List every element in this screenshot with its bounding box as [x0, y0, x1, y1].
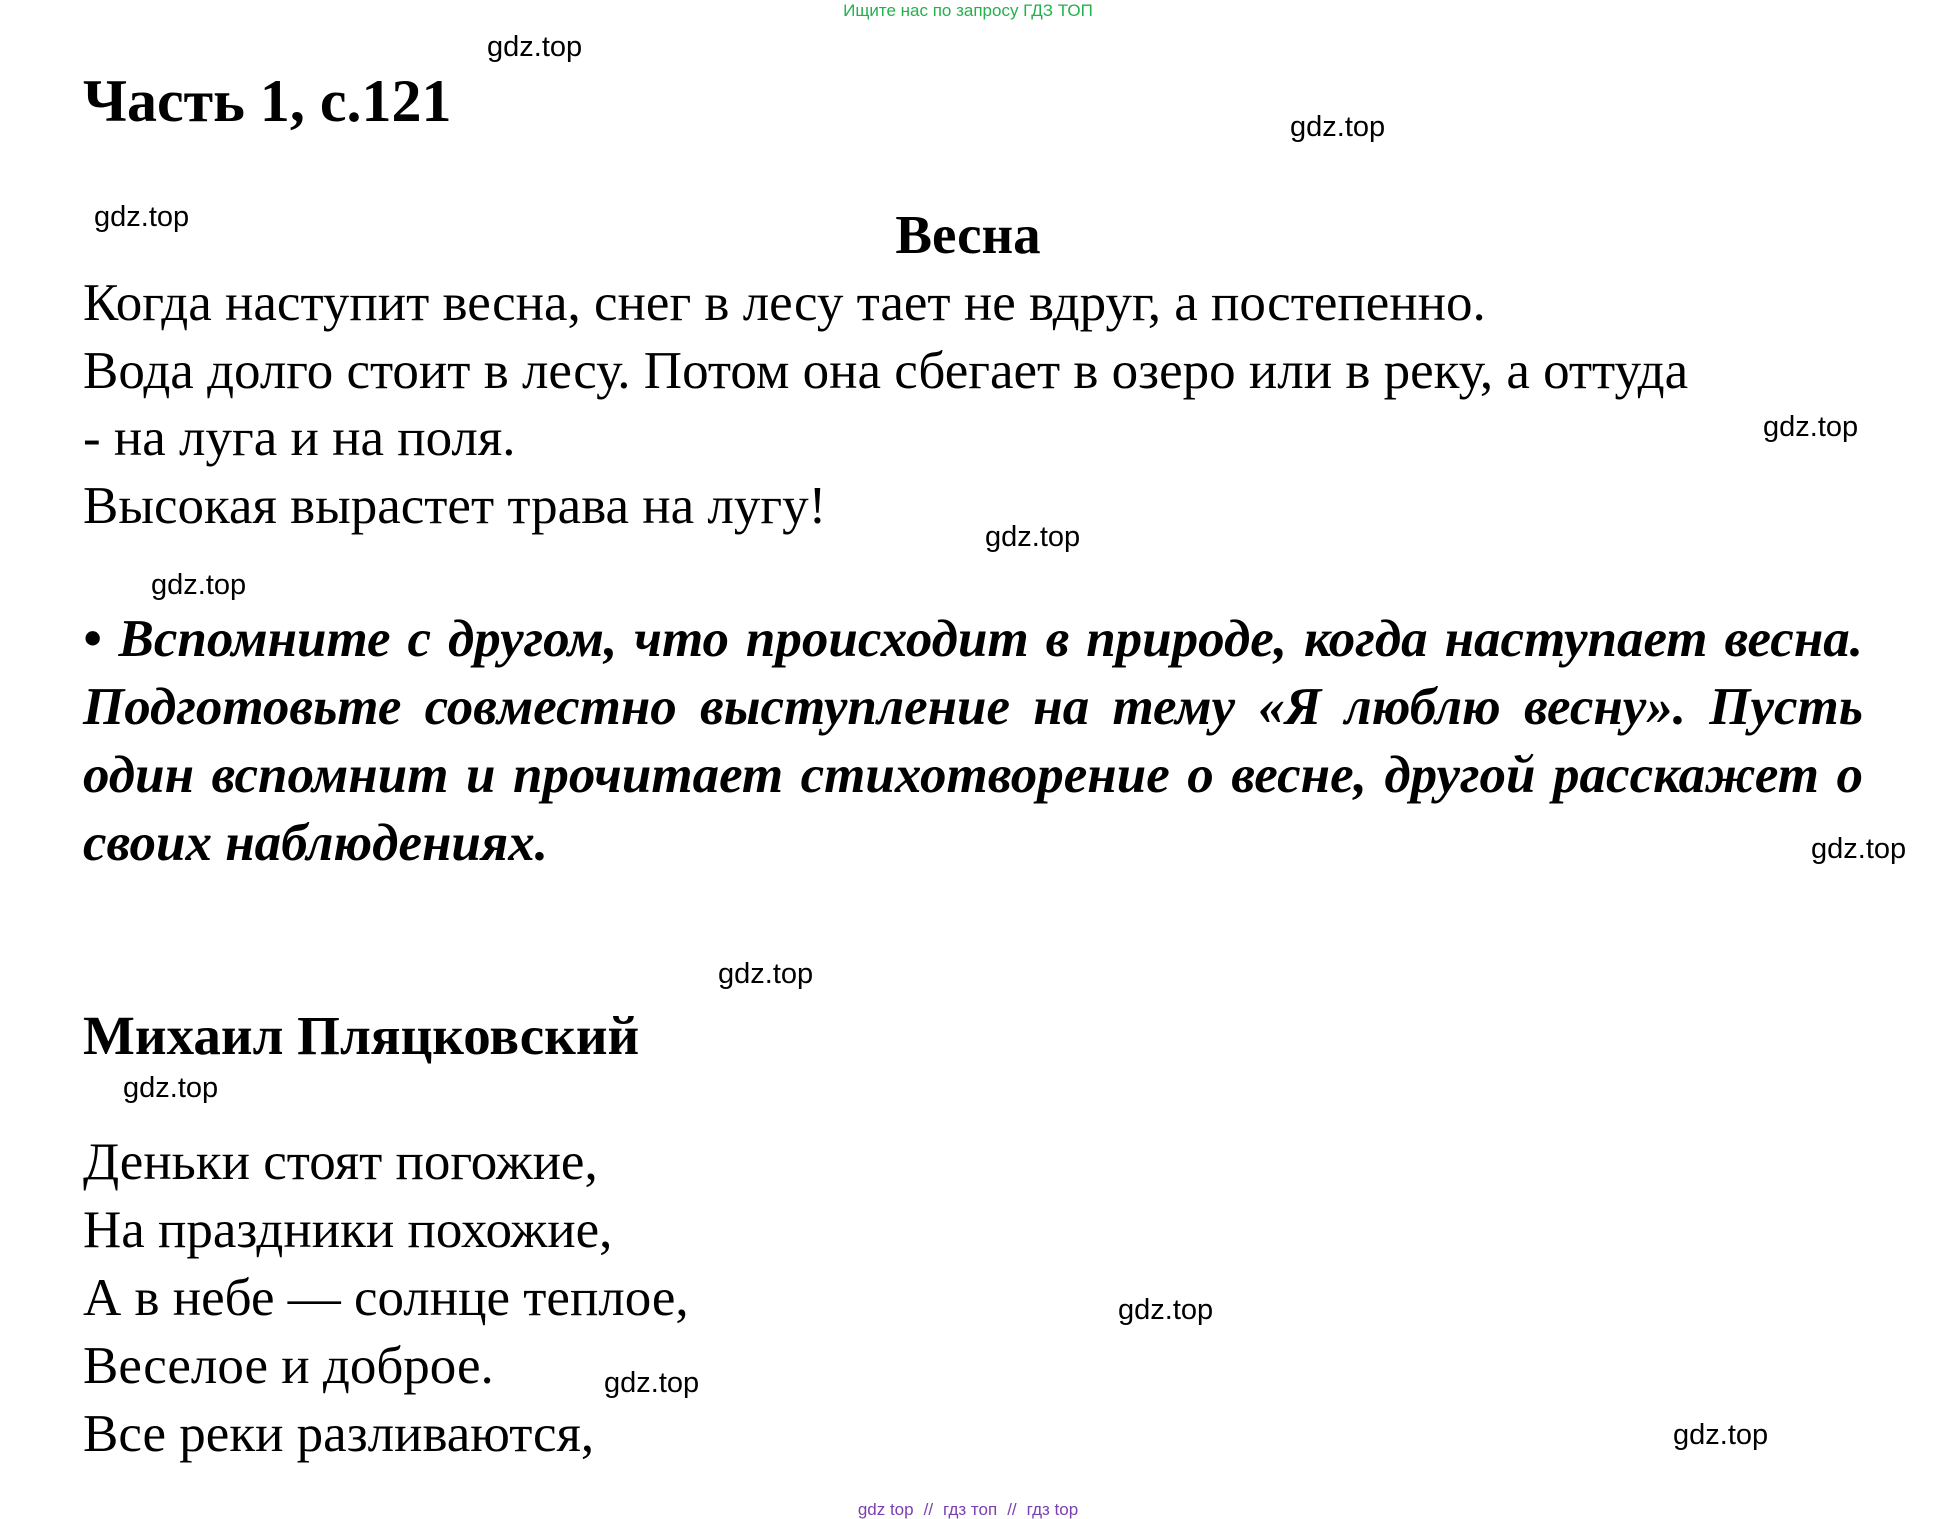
page-heading: Часть 1, с.121	[83, 68, 452, 134]
watermark: gdz.top	[1118, 1294, 1214, 1326]
watermark: gdz.top	[604, 1367, 700, 1399]
watermark: gdz.top	[94, 201, 190, 233]
watermark: gdz.top	[151, 569, 247, 601]
watermark: gdz.top	[487, 31, 583, 63]
poem-line: Все реки разливаются,	[83, 1405, 595, 1463]
footer-separator: //	[1007, 1500, 1017, 1519]
paragraph-1	[83, 270, 1863, 337]
task-instruction: • Вспомните с другом, что происходит в природе, когда наступает весна. Подготовьте совместно выступление на тему «Я люблю весну». Пусть один вспомнит и прочитает стихотворение о весне, другой расскажет о своих наблюдениях.	[83, 610, 1863, 872]
poem	[83, 1128, 689, 1468]
text-title: Весна	[895, 204, 1041, 265]
watermark: gdz.top	[718, 958, 814, 990]
paragraph-3	[83, 473, 1863, 540]
footer-separator: //	[923, 1500, 934, 1519]
paragraph-2	[83, 338, 1863, 472]
paragraph-line: Когда наступит весна, снег в лесу тает не вдруг, а постепенно.	[83, 274, 1486, 332]
watermark: gdz.top	[985, 521, 1081, 553]
watermark: gdz.top	[1673, 1419, 1769, 1451]
watermark: gdz.top	[1763, 411, 1859, 443]
poem-author: Михаил Пляцковский	[83, 1005, 640, 1066]
footer-link[interactable]: гдз top	[1026, 1500, 1079, 1519]
watermark: gdz.top	[1811, 833, 1907, 865]
paragraph-line: Высокая вырастет трава на лугу!	[83, 477, 827, 535]
watermark: gdz.top	[1290, 111, 1386, 143]
footer-link[interactable]: гдз топ	[943, 1500, 998, 1519]
footer	[0, 1502, 1936, 1518]
paragraph-line: - на луга и на поля.	[83, 409, 516, 467]
poem-line: На праздники похожие,	[83, 1201, 613, 1259]
poem-line: Веселое и доброе.	[83, 1337, 494, 1395]
poem-line: Деньки стоят погожие,	[83, 1133, 598, 1191]
watermark: gdz.top	[123, 1072, 219, 1104]
top-banner: Ищите нас по запросу ГДЗ ТОП	[843, 1, 1093, 20]
poem-line: А в небе — солнце теплое,	[83, 1269, 689, 1327]
paragraph-line: Вода долго стоит в лесу. Потом она сбегает в озеро или в реку, а оттуда	[83, 342, 1689, 400]
footer-link[interactable]: gdz top	[857, 1500, 914, 1519]
